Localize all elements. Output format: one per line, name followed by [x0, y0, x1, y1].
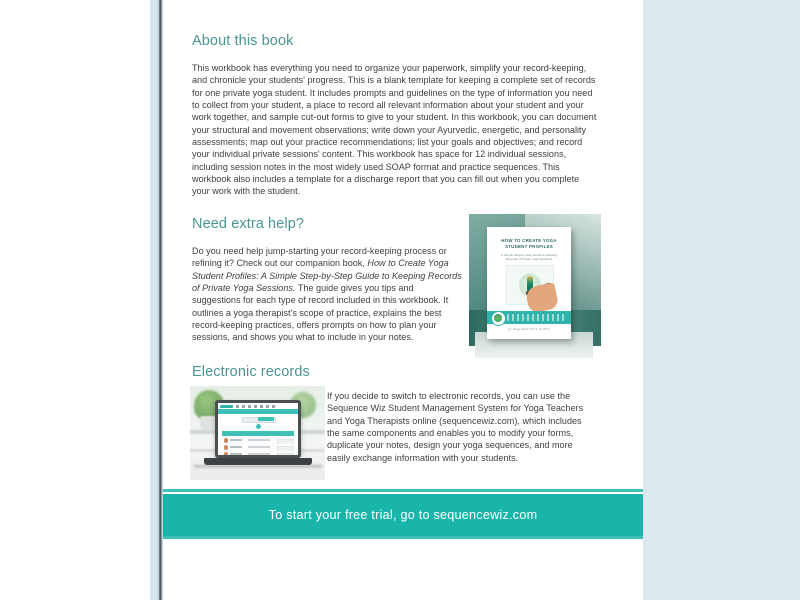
cover-subtitle: A Simple Step-by-Step Guide to Keeping Records of Private Yoga Sessions: [501, 253, 557, 262]
companion-book-title: How to Create Yoga Student Profiles: A Simple Step-by-Step Guide to Keeping Records of Private Yoga Sessions.: [192, 258, 462, 294]
section-body-need-extra-help: [192, 245, 464, 344]
free-trial-banner-text: To start your free trial, go to sequencewiz.com: [268, 508, 538, 522]
app-brand-logo: [220, 405, 233, 408]
cover-title: HOW TO CREATE YOGA STUDENT PROFILES: [501, 238, 557, 249]
app-table-header: [222, 431, 294, 436]
free-trial-banner[interactable]: [163, 494, 643, 536]
laptop-screenshot-image: [190, 386, 325, 480]
viewer-left-gutter: [150, 0, 157, 600]
cover-logo-icon: [491, 311, 506, 326]
app-table-row: [222, 451, 294, 455]
section-body-electronic-records: If you decide to switch to electronic records, you can use the Sequence Wiz Student Management System for Yoga Teachers and Yoga Therapists online (sequencewiz.com), which includes the same components and enables you to modify your forms, duplicate your notes, design your yoga sequences, and more easily exchange information with your students.: [327, 391, 584, 463]
section-heading-need-extra-help: Need extra help?: [192, 216, 305, 232]
banner-top-rule: [163, 489, 643, 492]
cover-logo-inner: [494, 314, 502, 322]
section-heading-about: About this book: [192, 33, 294, 49]
laptop-screen-bezel: [215, 400, 301, 458]
help-text-lead: Do you need help jump-starting your record-keeping process or refining it? Check out our companion book,: [192, 246, 447, 269]
page-sheet: [163, 0, 643, 600]
viewer-right-gutter: [643, 0, 800, 600]
section-heading-electronic-records: Electronic records: [192, 364, 310, 380]
viewer-left-margin: [0, 0, 150, 600]
laptop-shadow: [194, 465, 322, 469]
banner-bottom-rule: [163, 536, 643, 539]
cover-author: by Olga Kabel RYT, C-IAYT: [508, 327, 550, 331]
app-avatar-icon: [256, 424, 261, 429]
laptop-keyboard-base: [204, 458, 312, 465]
app-accent-strip: [218, 409, 298, 414]
app-search-button: [258, 417, 274, 421]
companion-book-cover-image: [469, 214, 601, 362]
app-nav-items: [236, 405, 278, 408]
help-text-tail: The guide gives you tips and suggestions for each type of record included in this workbook. It outlines a yoga therapist's scope of practice, explains the best record-keeping practices, offers prompts on how to plan your sessions, and shows you what to include in your notes.: [192, 283, 449, 343]
cover-band-pattern: [507, 314, 565, 321]
section-body-about: This workbook has everything you need to organize your paperwork, simplify your record-keeping, and chronicle your students' progress. This is a blank template for keeping a complete set of records for one private yoga student. It includes prompts and guidelines on the type of information you need to collect from your student, a place to record all relevant information about your student and your work together, and sample cut-out forms to give to your student. In this workbook, you can document your structural and movement observations; write down your Ayurvedic, energetic, and personality assessments; map out your practice recommendations; list your goals and objectives; and record your individual private sessions' content. This workbook has space for 12 individual sessions, including session notes in the most widely used SOAP format and practice sequences. This workbook also includes a template for a discharge report that you can fill out when you complete your work with the student.: [192, 63, 597, 197]
laptop-screen-content: [218, 403, 298, 455]
cover-front: [487, 227, 571, 339]
